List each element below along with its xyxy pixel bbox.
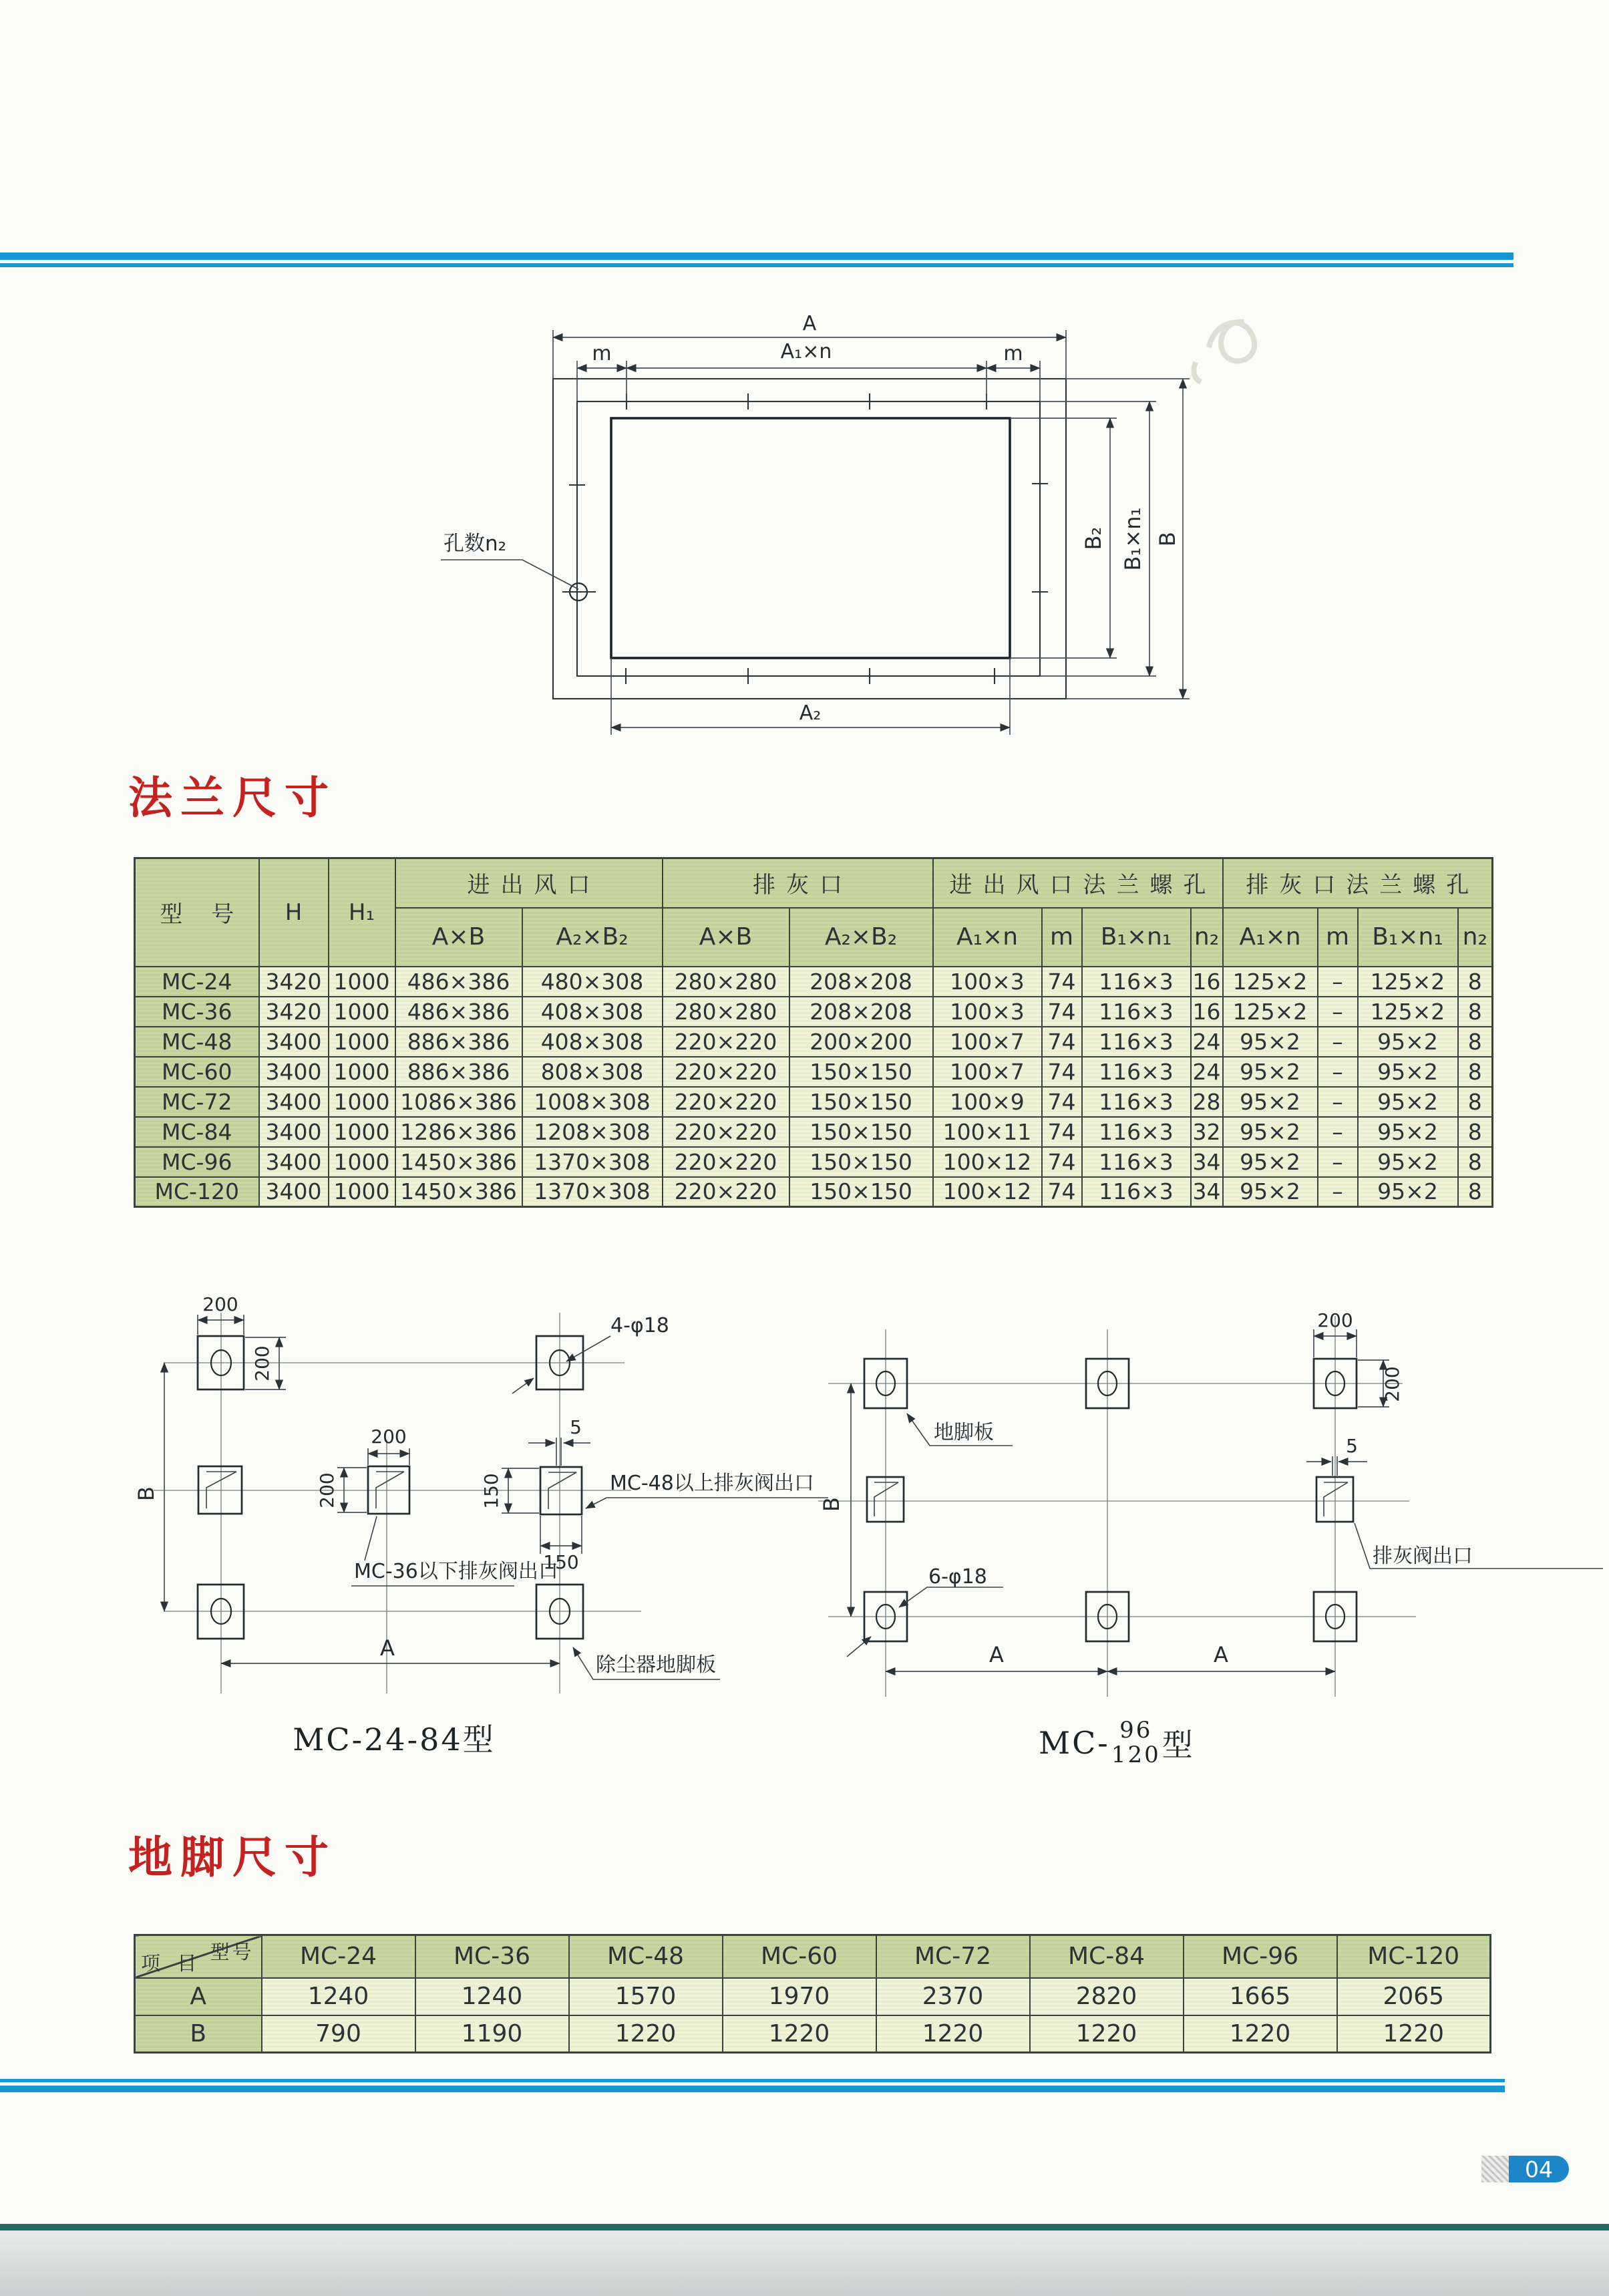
value-cell: 100×3 <box>933 997 1042 1027</box>
value-cell: 116×3 <box>1082 1057 1191 1087</box>
foot-plate-label: 地脚板 <box>934 1421 994 1444</box>
value-cell: 95×2 <box>1223 1117 1318 1147</box>
model-header-cell: MC-84 <box>1030 1935 1184 1978</box>
band-thick-stripe <box>0 2086 1505 2092</box>
model-header-cell: MC-60 <box>723 1935 876 1978</box>
value-cell: 1220 <box>1337 2015 1491 2053</box>
value-cell: 116×3 <box>1082 1177 1191 1207</box>
model-header-cell: MC-48 <box>569 1935 723 1978</box>
value-cell: – <box>1318 1057 1358 1087</box>
value-cell: 125×2 <box>1223 967 1318 997</box>
flange-outer-rect <box>553 379 1066 699</box>
value-cell: 408×308 <box>522 997 663 1027</box>
sub-header-a1xn: A₁×n <box>1223 908 1318 967</box>
value-cell: 116×3 <box>1082 1027 1191 1057</box>
value-cell: 1000 <box>329 1147 395 1177</box>
value-cell: 95×2 <box>1358 1147 1458 1177</box>
value-cell: 125×2 <box>1358 997 1458 1027</box>
value-cell: 8 <box>1458 997 1493 1027</box>
page-number-badge <box>1481 2156 1569 2182</box>
dim-label-B: B <box>134 1486 159 1501</box>
sub-header-n2: n₂ <box>1191 908 1223 967</box>
sub-header-a2xb2: A₂×B₂ <box>789 908 933 967</box>
value-cell: 480×308 <box>522 967 663 997</box>
value-cell: 8 <box>1458 1057 1493 1087</box>
value-cell: 95×2 <box>1223 1087 1318 1117</box>
flange-table-row <box>135 1027 1493 1057</box>
value-cell: 32 <box>1191 1117 1223 1147</box>
value-cell: 116×3 <box>1082 1087 1191 1117</box>
flange-dimensions-table <box>134 857 1493 1208</box>
value-cell: 74 <box>1042 1177 1082 1207</box>
model-cell: MC-36 <box>135 997 259 1027</box>
callouts <box>351 1314 828 1679</box>
value-cell: 220×220 <box>663 1147 789 1177</box>
corner-model-label: 型号 <box>210 1941 254 1963</box>
value-cell: 1286×386 <box>395 1117 522 1147</box>
value-cell: 95×2 <box>1358 1057 1458 1087</box>
value-cell: 8 <box>1458 1087 1493 1117</box>
dim-offset-5: 5 <box>570 1416 582 1438</box>
value-cell: 150×150 <box>789 1087 933 1117</box>
value-cell: 74 <box>1042 997 1082 1027</box>
model-cell: MC-84 <box>135 1117 259 1147</box>
band-thin-stripe <box>0 263 1513 267</box>
value-cell: 1000 <box>329 1027 395 1057</box>
dim-center-width: 200 <box>371 1426 407 1448</box>
value-cell: 16 <box>1191 967 1223 997</box>
value-cell: 1000 <box>329 1087 395 1117</box>
value-cell: 100×11 <box>933 1117 1042 1147</box>
value-cell: 100×7 <box>933 1027 1042 1057</box>
value-cell: 2820 <box>1030 1978 1184 2015</box>
value-cell: 74 <box>1042 1147 1082 1177</box>
value-cell: 486×386 <box>395 997 522 1027</box>
badge-hatch-block <box>1481 2156 1509 2182</box>
dim-center-height: 200 <box>316 1472 338 1508</box>
flange-table-row <box>135 997 1493 1027</box>
value-cell: 95×2 <box>1358 1027 1458 1057</box>
value-cell: 28 <box>1191 1087 1223 1117</box>
model-cell: MC-60 <box>135 1057 259 1087</box>
dim-label-A: A <box>380 1635 395 1661</box>
value-cell: 24 <box>1191 1057 1223 1087</box>
sub-header-axb: A×B <box>663 908 789 967</box>
value-cell: 95×2 <box>1223 1147 1318 1177</box>
flange-table-row <box>135 1087 1493 1117</box>
page-bottom-shadow <box>0 2231 1609 2296</box>
flange-table-row <box>135 967 1493 997</box>
page-number: 04 <box>1509 2156 1569 2182</box>
value-cell: 16 <box>1191 997 1223 1027</box>
caption-suffix: 型 <box>1161 1727 1195 1764</box>
value-cell: 486×386 <box>395 967 522 997</box>
page-bottom-edge-line <box>0 2224 1609 2231</box>
value-cell: 74 <box>1042 1117 1082 1147</box>
sub-header-m: m <box>1042 908 1082 967</box>
dim-label-m-left: m <box>592 342 612 365</box>
value-cell: 790 <box>262 2015 415 2053</box>
value-cell: 2065 <box>1337 1978 1491 2015</box>
value-cell: 1370×308 <box>522 1177 663 1207</box>
group-header-inlet-holes: 进出风口法兰螺孔 <box>933 858 1223 908</box>
value-cell: 34 <box>1191 1147 1223 1177</box>
group-header-inlet: 进出风口 <box>395 858 663 908</box>
dim-valve-width: 150 <box>543 1551 579 1573</box>
col-header-h: H <box>259 858 329 967</box>
value-cell: 220×220 <box>663 1057 789 1087</box>
value-cell: – <box>1318 1027 1358 1057</box>
value-cell: 150×150 <box>789 1057 933 1087</box>
value-cell: 1220 <box>1184 2015 1337 2053</box>
value-cell: 886×386 <box>395 1027 522 1057</box>
model-cell: MC-120 <box>135 1177 259 1207</box>
value-cell: 34 <box>1191 1177 1223 1207</box>
value-cell: 1008×308 <box>522 1087 663 1117</box>
value-cell: 95×2 <box>1358 1087 1458 1117</box>
sub-header-b1xn1: B₁×n₁ <box>1358 908 1458 967</box>
corner-item-label: 项 目 <box>141 1951 202 1975</box>
caption-prefix: MC- <box>1039 1725 1110 1762</box>
value-cell: 1000 <box>329 1057 395 1087</box>
value-cell: 8 <box>1458 1177 1493 1207</box>
value-cell: 3420 <box>259 967 329 997</box>
model-header-cell: MC-24 <box>262 1935 415 1978</box>
dim-label-B2: B₂ <box>1081 526 1106 550</box>
value-cell: 3400 <box>259 1057 329 1087</box>
value-cell: 208×208 <box>789 967 933 997</box>
model-header-cell: MC-36 <box>415 1935 569 1978</box>
value-cell: 74 <box>1042 1057 1082 1087</box>
value-cell: 280×280 <box>663 967 789 997</box>
dim-label-A: A <box>802 312 817 335</box>
value-cell: 1220 <box>1030 2015 1184 2053</box>
value-cell: 220×220 <box>663 1087 789 1117</box>
value-cell: 1240 <box>262 1978 415 2015</box>
diagram-caption-left: MC-24-84型 <box>293 1721 496 1758</box>
model-cell: MC-96 <box>135 1147 259 1177</box>
value-cell: 95×2 <box>1358 1177 1458 1207</box>
value-cell: 3400 <box>259 1177 329 1207</box>
sub-header-b1xn1: B₁×n₁ <box>1082 908 1191 967</box>
value-cell: 8 <box>1458 967 1493 997</box>
row-label-B: B <box>135 2015 262 2053</box>
flange-outline <box>553 379 1066 699</box>
value-cell: 150×150 <box>789 1117 933 1147</box>
value-cell: 100×3 <box>933 967 1042 997</box>
scan-stain <box>1194 322 1254 382</box>
value-cell: – <box>1318 1177 1358 1207</box>
value-cell: – <box>1318 967 1358 997</box>
value-cell: 116×3 <box>1082 997 1191 1027</box>
sub-header-m: m <box>1318 908 1358 967</box>
value-cell: 100×12 <box>933 1177 1042 1207</box>
value-cell: 1086×386 <box>395 1087 522 1117</box>
value-cell: 886×386 <box>395 1057 522 1087</box>
hole-spec-label: 4-φ18 <box>610 1314 669 1337</box>
flange-table-row <box>135 1177 1493 1207</box>
value-cell: 100×9 <box>933 1087 1042 1117</box>
value-cell: 408×308 <box>522 1027 663 1057</box>
value-cell: 95×2 <box>1223 1177 1318 1207</box>
caption-stack <box>1111 1718 1161 1768</box>
flange-dimension-diagram <box>414 281 1256 748</box>
col-header-h1: H₁ <box>329 858 395 967</box>
dimension-labels <box>592 312 1180 725</box>
value-cell: 8 <box>1458 1027 1493 1057</box>
value-cell: 1970 <box>723 1978 876 2015</box>
foundation-section-title: 地脚尺寸 <box>128 1832 337 1883</box>
value-cell: 3400 <box>259 1087 329 1117</box>
dim-label-A: A <box>989 1642 1004 1667</box>
value-cell: 1000 <box>329 967 395 997</box>
value-cell: 100×7 <box>933 1057 1042 1087</box>
dim-label-A: A <box>1214 1642 1228 1667</box>
flange-opening-rect <box>611 418 1010 658</box>
value-cell: 1190 <box>415 2015 569 2053</box>
value-cell: 1000 <box>329 1177 395 1207</box>
value-cell: 1220 <box>569 2015 723 2053</box>
value-cell: 220×220 <box>663 1117 789 1147</box>
sub-header-a1xn: A₁×n <box>933 908 1042 967</box>
flange-table-row <box>135 1057 1493 1087</box>
diagram-caption-right <box>1039 1718 1195 1768</box>
value-cell: 3420 <box>259 997 329 1027</box>
value-cell: 220×220 <box>663 1027 789 1057</box>
value-cell: 808×308 <box>522 1057 663 1087</box>
valve-outlet-label: 排灰阀出口 <box>1373 1544 1473 1568</box>
value-cell: 280×280 <box>663 997 789 1027</box>
value-cell: 1240 <box>415 1978 569 2015</box>
col-header-model: 型 号 <box>135 858 259 967</box>
value-cell: 116×3 <box>1082 967 1191 997</box>
top-accent-band <box>0 253 1513 267</box>
value-cell: 95×2 <box>1358 1117 1458 1147</box>
value-cell: 3400 <box>259 1117 329 1147</box>
foundation-dimensions-table <box>134 1934 1491 2054</box>
valve-outlets <box>867 1477 1353 1522</box>
value-cell: 116×3 <box>1082 1117 1191 1147</box>
value-cell: 74 <box>1042 1027 1082 1057</box>
dim-label-B1xn1: B₁×n₁ <box>1120 507 1145 571</box>
group-header-ash: 排灰口 <box>663 858 933 908</box>
dim-label-B: B <box>1155 532 1180 546</box>
mc48-valve-label: MC-48以上排灰阀出口 <box>610 1472 814 1495</box>
value-cell: – <box>1318 1087 1358 1117</box>
value-cell: 220×220 <box>663 1177 789 1207</box>
caption-bottom: 120 <box>1111 1742 1161 1769</box>
flange-table-row <box>135 1117 1493 1147</box>
value-cell: 1220 <box>876 2015 1030 2053</box>
value-cell: 1000 <box>329 997 395 1027</box>
value-cell: 200×200 <box>789 1027 933 1057</box>
dimension-labels <box>134 1293 582 1661</box>
value-cell: – <box>1318 997 1358 1027</box>
value-cell: 1208×308 <box>522 1117 663 1147</box>
dim-label-A2: A₂ <box>799 701 822 725</box>
dim-pad-width: 200 <box>1317 1309 1353 1331</box>
diagonal-header-cell <box>135 1935 262 1978</box>
value-cell: 3400 <box>259 1147 329 1177</box>
value-cell: 8 <box>1458 1147 1493 1177</box>
callouts <box>847 1414 1603 1657</box>
dim-pad-height: 200 <box>1381 1366 1403 1402</box>
foundation-diagram-mc24-84 <box>127 1263 835 1770</box>
flange-bolt-rect <box>577 401 1040 676</box>
value-cell: 95×2 <box>1223 1027 1318 1057</box>
value-cell: 116×3 <box>1082 1147 1191 1177</box>
row-label-A: A <box>135 1978 262 2015</box>
bottom-accent-band <box>0 2079 1505 2092</box>
value-cell: 74 <box>1042 967 1082 997</box>
band-thick-stripe <box>0 253 1513 260</box>
dim-pad-width: 200 <box>202 1293 238 1315</box>
mc36-valve-label: MC-36以下排灰阀出口 <box>354 1560 558 1583</box>
dim-label-m-right: m <box>1003 342 1023 365</box>
value-cell: 150×150 <box>789 1147 933 1177</box>
model-cell: MC-72 <box>135 1087 259 1117</box>
flange-section-title: 法兰尺寸 <box>128 772 337 824</box>
flange-table-row <box>135 1147 1493 1177</box>
value-cell: 2370 <box>876 1978 1030 2015</box>
model-header-cell: MC-72 <box>876 1935 1030 1978</box>
model-cell: MC-48 <box>135 1027 259 1057</box>
sub-header-axb: A×B <box>395 908 522 967</box>
dim-label-A1xn: A₁×n <box>780 340 832 363</box>
value-cell: 125×2 <box>1358 967 1458 997</box>
dim-valve-height: 150 <box>480 1473 502 1509</box>
caption-top: 96 <box>1119 1717 1153 1744</box>
value-cell: 1665 <box>1184 1978 1337 2015</box>
value-cell: 1570 <box>569 1978 723 2015</box>
value-cell: 1450×386 <box>395 1177 522 1207</box>
sub-header-a2xb2: A₂×B₂ <box>522 908 663 967</box>
group-header-ash-holes: 排灰口法兰螺孔 <box>1223 858 1493 908</box>
model-cell: MC-24 <box>135 967 259 997</box>
hole-count-callout <box>441 532 578 589</box>
value-cell: 1220 <box>723 2015 876 2053</box>
hole-spec-label: 6-φ18 <box>928 1565 987 1589</box>
value-cell: 100×12 <box>933 1147 1042 1177</box>
value-cell: 74 <box>1042 1087 1082 1117</box>
model-header-cell: MC-120 <box>1337 1935 1491 1978</box>
value-cell: 125×2 <box>1223 997 1318 1027</box>
value-cell: – <box>1318 1117 1358 1147</box>
value-cell: 24 <box>1191 1027 1223 1057</box>
value-cell: 3400 <box>259 1027 329 1057</box>
dim-offset-5: 5 <box>1346 1435 1358 1457</box>
hole-count-label: 孔数n₂ <box>443 532 507 556</box>
value-cell: 8 <box>1458 1117 1493 1147</box>
dim-label-B: B <box>819 1497 844 1512</box>
value-cell: – <box>1318 1147 1358 1177</box>
value-cell: 1370×308 <box>522 1147 663 1177</box>
model-header-cell: MC-96 <box>1184 1935 1337 1978</box>
value-cell: 150×150 <box>789 1177 933 1207</box>
value-cell: 1450×386 <box>395 1147 522 1177</box>
foot-pads <box>864 1359 1357 1641</box>
foundation-diagram-mc96-120 <box>768 1263 1609 1784</box>
value-cell: 1000 <box>329 1117 395 1147</box>
foot-plate-label: 除尘器地脚板 <box>596 1653 716 1677</box>
bolt-tick-marks <box>562 393 1048 684</box>
sub-header-n2: n₂ <box>1458 908 1493 967</box>
dim-pad-height: 200 <box>251 1345 273 1381</box>
value-cell: 208×208 <box>789 997 933 1027</box>
value-cell: 95×2 <box>1223 1057 1318 1087</box>
